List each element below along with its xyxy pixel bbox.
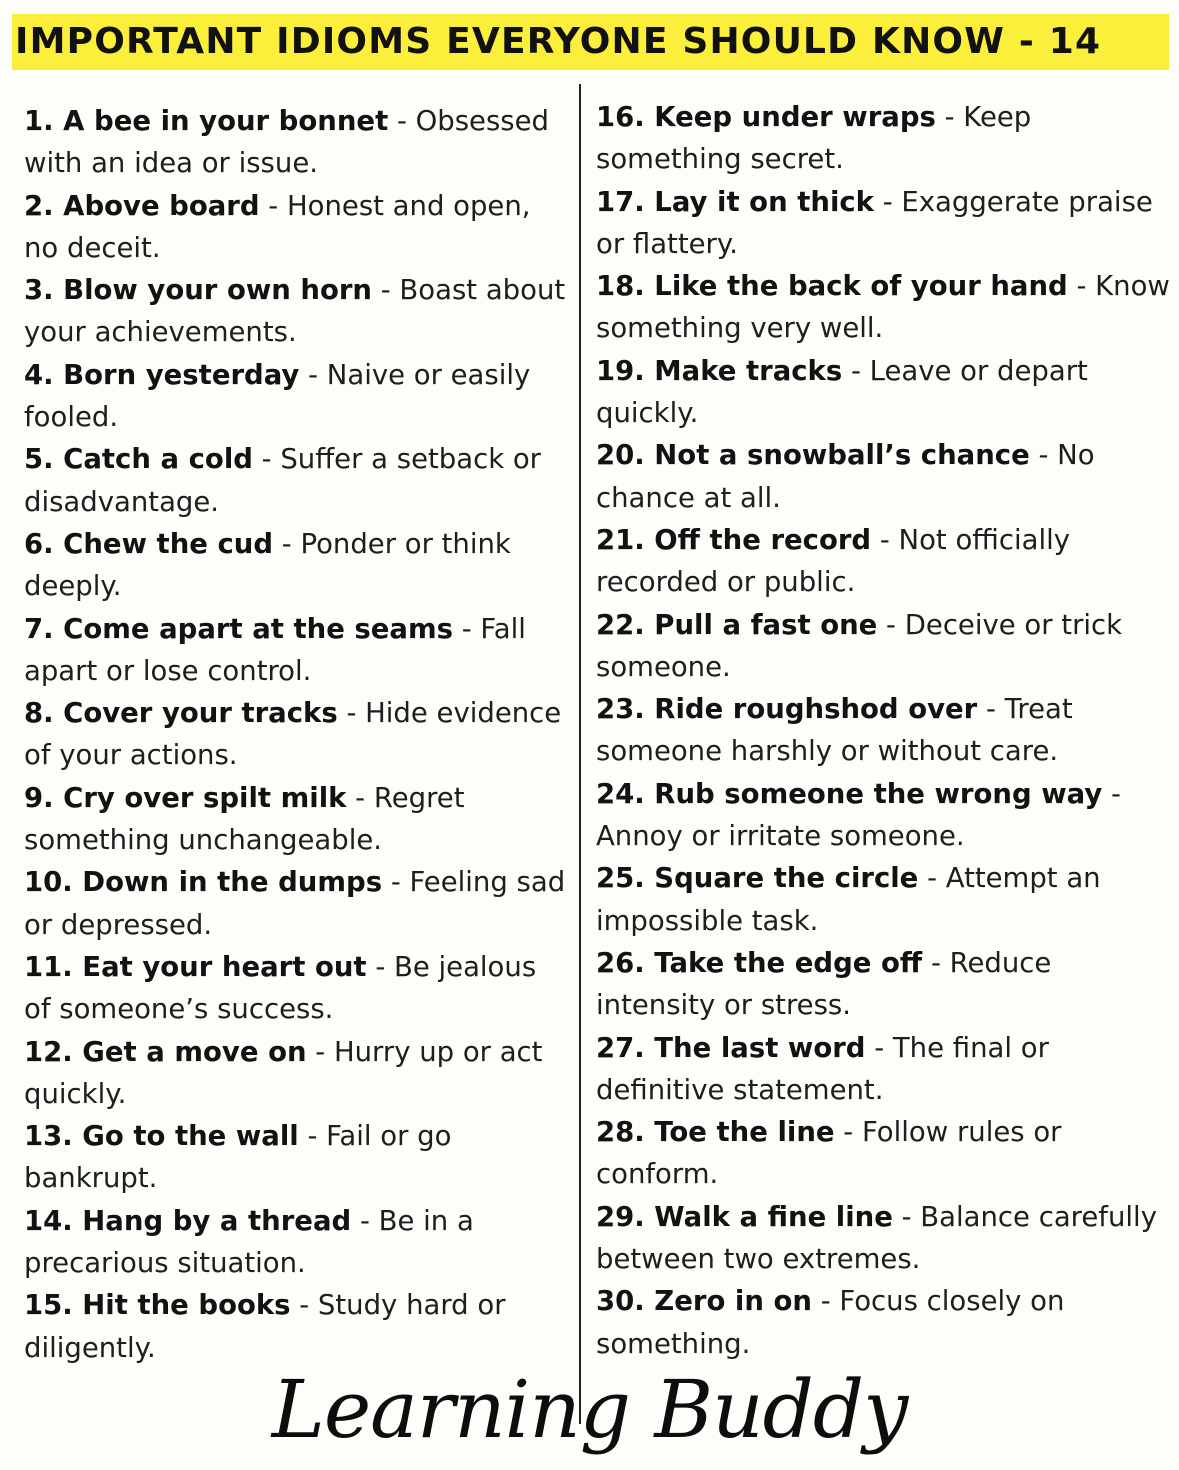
column-divider: [579, 84, 581, 1424]
idiom-phrase: 13. Go to the wall: [24, 1120, 299, 1153]
idiom-meaning: - Hide evidence of your actions.: [24, 697, 562, 772]
idiom-phrase: 11. Eat your heart out: [24, 950, 367, 983]
watermark-signature: Learning Buddy: [271, 1363, 908, 1456]
idiom-entry: [596, 942, 1174, 1027]
idiom-phrase: 9. Cry over spilt milk: [24, 781, 347, 814]
idiom-meaning: - Attempt an impossible task.: [596, 862, 1101, 937]
idiom-phrase: 30. Zero in on: [596, 1285, 812, 1318]
idiom-meaning: - Exaggerate praise or flattery.: [596, 185, 1153, 260]
idiom-entry: [24, 1115, 570, 1200]
idiom-meaning: - Suffer a setback or disadvantage.: [24, 443, 541, 518]
idiom-meaning: - Deceive or trick someone.: [596, 608, 1123, 683]
idiom-phrase: 3. Blow your own horn: [24, 274, 373, 307]
idiom-entry: [596, 688, 1174, 773]
idiom-meaning: - Obsessed with an idea or issue.: [24, 105, 550, 180]
idiom-meaning: - Be jealous of someone’s success.: [24, 950, 537, 1026]
idiom-entry: [24, 608, 570, 693]
idiom-meaning: - Treat someone harshly or without care.: [596, 693, 1073, 768]
idiom-phrase: 15. Hit the books: [24, 1289, 291, 1322]
idiom-entry: [596, 96, 1174, 181]
page-title: IMPORTANT IDIOMS EVERYONE SHOULD KNOW - 14: [15, 21, 1102, 62]
idiom-phrase: 29. Walk a fine line: [596, 1200, 893, 1233]
idiom-meaning: - Hurry up or act quickly.: [24, 1035, 543, 1110]
idiom-phrase: 18. Like the back of your hand: [596, 270, 1068, 303]
idiom-phrase: 7. Come apart at the seams: [24, 612, 454, 645]
title-banner: [12, 14, 1169, 70]
idiom-entry: [24, 1031, 570, 1116]
idiom-entry: [24, 1200, 570, 1285]
idiom-phrase: 25. Square the circle: [596, 862, 919, 895]
idiom-phrase: 16. Keep under wraps: [596, 101, 936, 133]
idiom-entry: [24, 861, 570, 946]
idiom-entry: [596, 1027, 1174, 1112]
idiom-meaning: - Annoy or irritate someone.: [596, 777, 1121, 853]
idiom-meaning: - Ponder or think deeply.: [24, 527, 511, 603]
idiom-phrase: 24. Rub someone the wrong way: [596, 777, 1103, 810]
idiom-phrase: 20. Not a snowball’s chance: [596, 439, 1030, 472]
idiom-entry: [24, 185, 570, 270]
idiom-meaning: - No chance at all.: [596, 439, 1095, 514]
idiom-phrase: 4. Born yesterday: [24, 358, 300, 391]
idiom-entry: [596, 857, 1174, 942]
idiom-phrase: 17. Lay it on thick: [596, 185, 874, 218]
idiom-meaning: - Reduce intensity or stress.: [596, 946, 1052, 1022]
idiom-entry: [24, 100, 570, 185]
idiom-phrase: 22. Pull a fast one: [596, 608, 878, 641]
idiom-meaning: - Study hard or diligently.: [24, 1289, 506, 1364]
idiom-entry: [24, 354, 570, 439]
idiom-phrase: 10. Down in the dumps: [24, 866, 383, 899]
idiom-meaning: - Leave or depart quickly.: [596, 354, 1088, 430]
idiom-phrase: 6. Chew the cud: [24, 527, 274, 560]
idiom-meaning: - Balance carefully between two extremes.: [596, 1200, 1157, 1276]
idiom-meaning: - Naive or easily fooled.: [24, 358, 531, 434]
idiom-entry: [596, 350, 1174, 435]
idiom-phrase: 2. Above board: [24, 189, 260, 222]
idiom-list-right: [596, 96, 1174, 1365]
idiom-entry: [596, 181, 1174, 266]
idiom-entry: [596, 434, 1174, 519]
idiom-meaning: - Honest and open, no deceit.: [24, 189, 531, 264]
idiom-meaning: - Be in a precarious situation.: [24, 1204, 474, 1280]
idiom-phrase: 27. The last word: [596, 1031, 866, 1064]
idiom-entry: [596, 265, 1174, 350]
idiom-phrase: 8. Cover your tracks: [24, 697, 338, 730]
idiom-phrase: 26. Take the edge off: [596, 946, 923, 979]
idiom-meaning: - Fail or go bankrupt.: [24, 1120, 452, 1195]
idiom-entry: [24, 269, 570, 354]
idiom-phrase: 14. Hang by a thread: [24, 1204, 352, 1237]
idiom-phrase: 19. Make tracks: [596, 354, 843, 387]
idiom-meaning: - Fall apart or lose control.: [24, 612, 526, 687]
idiom-phrase: 5. Catch a cold: [24, 443, 253, 476]
idiom-entry: [24, 523, 570, 608]
idiom-phrase: 21. Off the record: [596, 523, 872, 556]
idiom-meaning: - Feeling sad or depressed.: [24, 866, 566, 941]
idiom-entry: [596, 1196, 1174, 1281]
idiom-entry: [596, 1111, 1174, 1196]
idiom-entry: [24, 946, 570, 1031]
idiom-entry: [596, 1280, 1174, 1365]
idiom-meaning: - Follow rules or conform.: [596, 1116, 1062, 1191]
idiom-entry: [24, 777, 570, 862]
idiom-entry: [24, 438, 570, 523]
idiom-meaning: - The final or definitive statement.: [596, 1031, 1049, 1106]
idiom-meaning: - Focus closely on something.: [596, 1285, 1065, 1360]
idiom-meaning: - Boast about your achievements.: [24, 274, 566, 349]
idiom-phrase: 12. Get a move on: [24, 1035, 307, 1068]
idiom-meaning: - Know something very well.: [596, 270, 1170, 345]
idiom-list-left: [24, 100, 570, 1369]
idiom-entry: [596, 604, 1174, 689]
idiom-meaning: - Not officially recorded or public.: [596, 523, 1071, 599]
idiom-entry: [596, 773, 1174, 858]
idiom-meaning: - Keep something secret.: [596, 101, 1032, 176]
idiom-phrase: 23. Ride roughshod over: [596, 693, 978, 726]
idiom-meaning: - Regret something unchangeable.: [24, 781, 465, 857]
idiom-entry: [24, 1284, 570, 1369]
idiom-entry: [24, 692, 570, 777]
idiom-phrase: 28. Toe the line: [596, 1116, 835, 1149]
idiom-entry: [596, 519, 1174, 604]
idiom-phrase: 1. A bee in your bonnet: [24, 105, 389, 137]
